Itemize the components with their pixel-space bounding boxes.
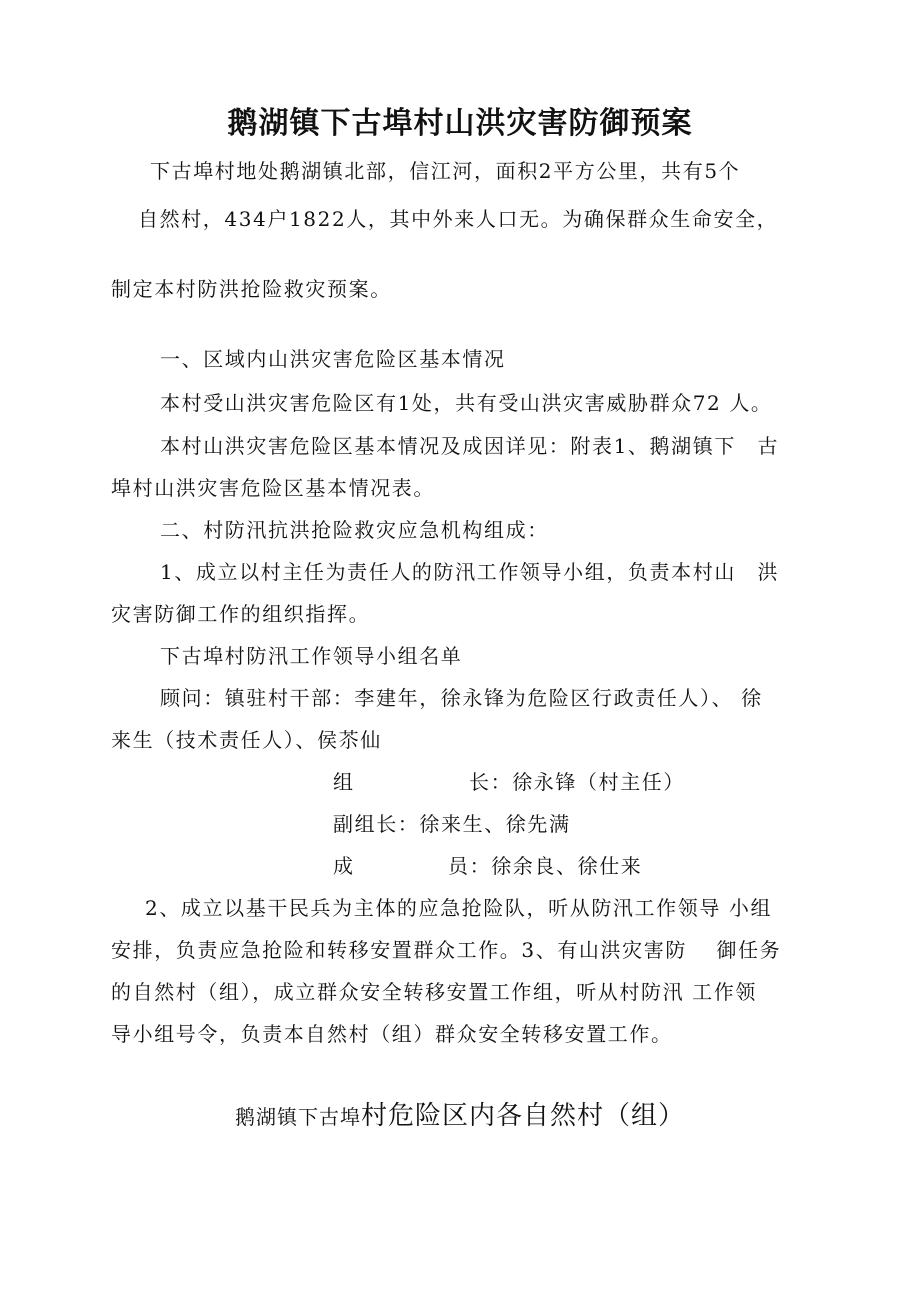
section2-item2-line-4: 导小组号令，负责本自然村（组）群众安全转移安置工作。 bbox=[111, 1022, 673, 1046]
appendix-subtitle-part-2: 村危险区内各自然村（组） bbox=[360, 1101, 685, 1131]
section2-heading: 二、村防汛抗洪抢险救灾应急机构组成： bbox=[160, 518, 549, 542]
intro-line-1: 下古埠村地处鹅湖镇北部，信江河，面积2平方公里，共有5个 bbox=[150, 159, 741, 183]
member-entry: 员：徐余良、徐仕来 bbox=[448, 854, 643, 878]
section2-item1-line-1: 1、成立以村主任为责任人的防汛工作领导小组，负责本村山 洪 bbox=[160, 560, 780, 584]
appendix-subtitle bbox=[0, 1098, 920, 1137]
member-label: 成 bbox=[333, 854, 355, 878]
advisor-line-1: 顾问：镇驻村干部：李建年，徐永锋为危险区行政责任人）、 徐 bbox=[160, 686, 763, 710]
appendix-subtitle-part-1: 鹅湖镇下古埠 bbox=[234, 1105, 361, 1129]
intro-line-3: 制定本村防洪抢险救灾预案。 bbox=[111, 277, 392, 301]
leader-label: 组 bbox=[333, 770, 355, 794]
leadership-list-title: 下古埠村防汛工作领导小组名单 bbox=[160, 644, 463, 668]
deputy-leader-entry: 副组长：徐来生、徐先满 bbox=[333, 812, 571, 836]
section1-paragraph-2-line-1: 本村山洪灾害危险区基本情况及成因详见：附表1、鹅湖镇下 古 bbox=[160, 434, 780, 458]
intro-line-2: 自然村，434户1822人，其中外来人口无。为确保群众生命安全， bbox=[138, 207, 779, 231]
section2-item1-line-2: 灾害防御工作的组织指挥。 bbox=[111, 602, 371, 626]
section1-paragraph-2-line-2: 埠村山洪灾害危险区基本情况表。 bbox=[111, 476, 435, 500]
section2-item2-line-1: 2、成立以基干民兵为主体的应急抢险队，听从防汛工作领导 小组 bbox=[145, 896, 773, 920]
document-title: 鹅湖镇下古埠村山洪灾害防御预案 bbox=[227, 106, 693, 141]
section1-paragraph-1: 本村受山洪灾害危险区有1处，共有受山洪灾害威胁群众72 人。 bbox=[160, 391, 773, 415]
section2-item2-line-3: 的自然村（组），成立群众安全转移安置工作组，听从村防汛 工作领 bbox=[111, 980, 757, 1004]
advisor-line-2: 来生（技术责任人）、侯苶仙 bbox=[111, 728, 382, 752]
leader-entry: 长：徐永锋（村主任） bbox=[469, 770, 685, 794]
section2-item2-line-2: 安排，负责应急抢险和转移安置群众工作。3、有山洪灾害防 御任务 bbox=[111, 938, 782, 962]
section1-heading: 一、区域内山洪灾害危险区基本情况 bbox=[160, 347, 506, 371]
